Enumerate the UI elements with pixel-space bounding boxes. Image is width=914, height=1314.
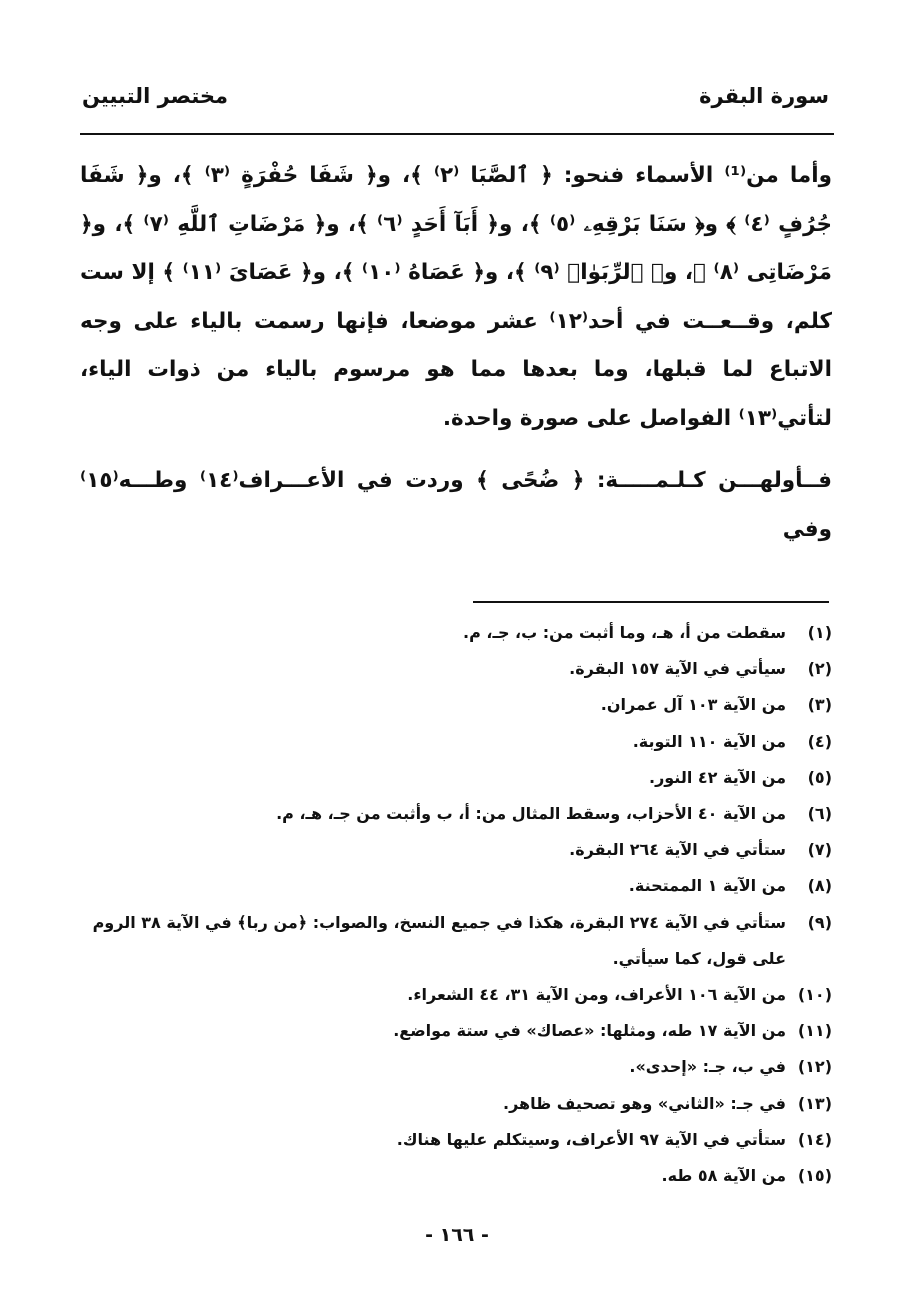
footnote-item — [80, 1158, 832, 1194]
footnote-number: (١٤) — [797, 1129, 832, 1149]
page-number: - ١٦٦ - — [425, 1224, 489, 1246]
footnote-text: من الآية ١٠٣ آل عمران. — [600, 695, 786, 715]
footnote-text: من الآية ٥٨ طه. — [661, 1166, 786, 1186]
footnote-number: (٧) — [807, 840, 832, 860]
footnote-item — [80, 1049, 832, 1085]
footnote-text: من الآية ٤٢ النور. — [648, 767, 786, 787]
footnote-number: (٩) — [807, 912, 832, 932]
footnote-number: (٢) — [807, 659, 832, 679]
footnote-number: (١٥) — [797, 1166, 832, 1186]
footnote-number: (١) — [807, 623, 832, 642]
paragraph-1: وأما من⁽¹⁾ الأسماء فنحو: ﴿ ٱلصَّبَا ⁽٢⁾ ﴾، و﴿ شَفَا حُفْرَةٍ ⁽٣⁾ ﴾، و﴿ شَفَا جُرُفٍ ⁽٤⁾ ﴾ و﴿ سَنَا بَرْقِهِۦ ⁽٥⁾ ﴾، و﴿ أَبَآ أَحَدٍ ⁽٦⁾ ﴾، و﴿ مَرْضَاتِ ٱللَّهِ ⁽٧⁾ ﴾، و﴿ مَرْضَاتِى ⁽٨⁾ ﴾، و﴿ ٱلرِّبَوٰا۟ ⁽٩⁾ ﴾، و﴿ عَصَاهُ ⁽١٠⁾ ﴾، و﴿ عَصَاىَ ⁽١١⁾ ﴾ إلا ست كلم، وقــعــت في أحد⁽١٢⁾ عشر موضعا، فإنها رسمت بالياء على وجه الاتباع لما قبلها، وما بعدها مما هو مرسوم بالياء من ذوات الياء، لتأتي⁽١٣⁾ الفواصل على صورة واحدة. — [80, 163, 832, 431]
footnote-number: (١٢) — [797, 1057, 832, 1077]
footnote-item — [80, 724, 832, 760]
footnote-item — [80, 615, 832, 651]
paragraph-2: فــأولهـــن كـلـمـــــة: ﴿ ضُحًى ﴾ وردت في الأعـــراف⁽١٤⁾ وطـــه⁽١٥⁾ وفي — [80, 468, 832, 542]
header-divider — [80, 133, 834, 135]
footnote-text: من الآية ١٠٦ الأعراف، ومن الآية ٣١، ٤٤ الشعراء. — [407, 985, 786, 1005]
footnote-number: (١٣) — [797, 1093, 832, 1113]
footnote-text: ستأتي في الآية ٩٧ الأعراف، وسيتكلم عليها هناك. — [396, 1129, 786, 1149]
book-title: مختصر التبيين — [82, 84, 229, 108]
footnote-text: في ب، جـ: «إحدى». — [629, 1057, 786, 1077]
footnote-number: (٨) — [807, 876, 832, 896]
footnote-text: سيأتي في الآية ١٥٧ البقرة. — [569, 659, 786, 679]
footnote-item — [80, 760, 832, 796]
footnote-number: (١٠) — [797, 985, 832, 1005]
footnote-text: ستأتي في الآية ٢٧٤ البقرة، هكذا في جميع النسخ، والصواب: ﴿من ربا﴾ في الآية ٣٨ الروم على قول، كما سيأتي. — [92, 912, 786, 968]
footnote-text: من الآية ١ الممتحنة. — [628, 876, 786, 896]
main-text — [80, 152, 832, 554]
footnote-number: (٥) — [807, 767, 832, 787]
footnote-item — [80, 868, 832, 904]
footnote-divider — [473, 601, 829, 603]
footnote-item — [80, 1013, 832, 1049]
footnotes — [80, 615, 832, 1194]
footnote-item — [80, 905, 832, 977]
footnote-text: ستأتي في الآية ٢٦٤ البقرة. — [569, 840, 786, 860]
footnote-text: سقطت من أ، هـ، وما أثبت من: ب، جـ، م. — [463, 623, 786, 642]
footnote-item — [80, 687, 832, 723]
footnote-item — [80, 1122, 832, 1158]
footnote-text: من الآية ١٧ طه، ومثلها: «عصاك» في ستة مواضع. — [393, 1021, 786, 1041]
footnote-text: من الآية ٤٠ الأحزاب، وسقط المثال من: أ، ب وأثبت من جـ، هـ، م. — [276, 804, 786, 824]
footnote-text: من الآية ١١٠ التوبة. — [632, 731, 786, 751]
footnote-number: (٦) — [807, 804, 832, 824]
surah-title: سورة البقرة — [699, 84, 829, 108]
footnote-item — [80, 651, 832, 687]
footnote-number: (١١) — [797, 1021, 832, 1041]
footnote-item — [80, 832, 832, 868]
footnote-text: في جـ: «الثاني» وهو تصحيف ظاهر. — [503, 1093, 786, 1113]
footnote-item — [80, 977, 832, 1013]
footnote-number: (٤) — [807, 731, 832, 751]
footnote-number: (٣) — [807, 695, 832, 715]
footnote-item — [80, 1086, 832, 1122]
footnote-item — [80, 796, 832, 832]
